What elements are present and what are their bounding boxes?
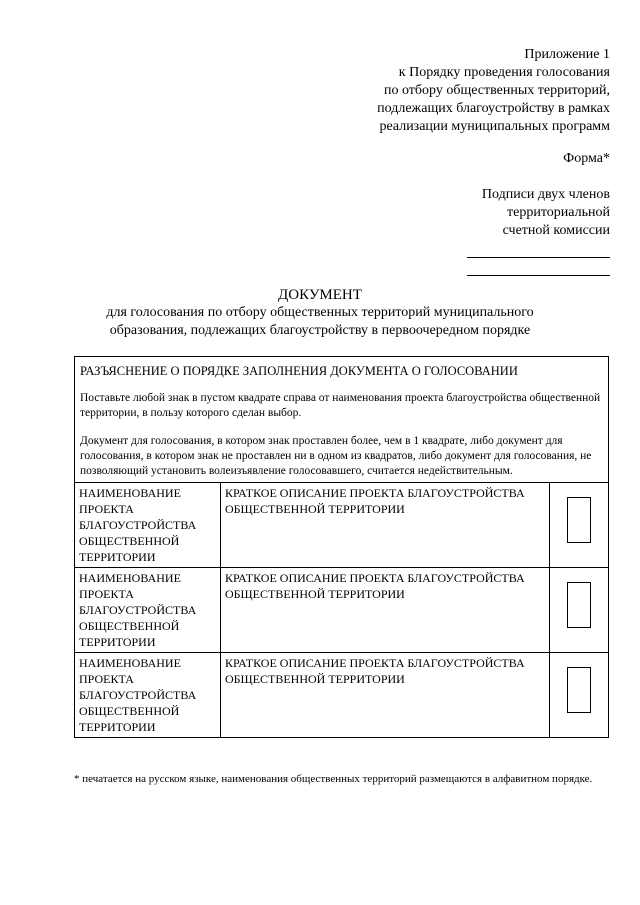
instructions-paragraph: Поставьте любой знак в пустом квадрате справа от наименования проекта благоустройства общественной территории, в пользу которого сделан выбор. [80,392,601,419]
signatures-title-line: Подписи двух членов [481,187,610,202]
appendix-line: Приложение 1 [524,47,610,62]
vote-checkbox[interactable] [567,582,591,628]
ballot-row [75,653,609,738]
signature-line[interactable] [467,240,610,258]
instructions-heading: РАЗЪЯСНЕНИЕ О ПОРЯДКЕ ЗАПОЛНЕНИЯ ДОКУМЕНТА О ГОЛОСОВАНИИ [80,364,518,378]
ballot-row [75,483,609,568]
signature-line[interactable] [467,258,610,276]
appendix-line: реализации муниципальных программ [379,119,610,134]
vote-box-cell [550,568,609,653]
document-subtitle-line: для голосования по отбору общественных территорий муниципального [106,305,534,320]
appendix-line: по отбору общественных территорий, [383,83,610,98]
signatures-title [467,186,610,240]
project-description-cell: КРАТКОЕ ОПИСАНИЕ ПРОЕКТА БЛАГОУСТРОЙСТВА ОБЩЕСТВЕННОЙ ТЕРРИТОРИИ [221,483,550,568]
ballot-row [75,568,609,653]
vote-checkbox[interactable] [567,497,591,543]
project-name-cell: НАИМЕНОВАНИЕ ПРОЕКТА БЛАГОУСТРОЙСТВА ОБЩЕСТВЕННОЙ ТЕРРИТОРИИ [75,568,221,653]
appendix-header [377,46,610,136]
signatures-block [467,186,610,276]
form-label: Форма* [563,151,610,166]
project-name-cell: НАИМЕНОВАНИЕ ПРОЕКТА БЛАГОУСТРОЙСТВА ОБЩЕСТВЕННОЙ ТЕРРИТОРИИ [75,653,221,738]
project-name-cell: НАИМЕНОВАНИЕ ПРОЕКТА БЛАГОУСТРОЙСТВА ОБЩЕСТВЕННОЙ ТЕРРИТОРИИ [75,483,221,568]
vote-box-cell [550,483,609,568]
instructions-cell [75,357,609,483]
signatures-title-line: счетной комиссии [502,223,610,238]
vote-checkbox[interactable] [567,667,591,713]
footnote: * печатается на русском языке, наименования общественных территорий размещаются в алфавитном порядке. [74,773,593,785]
vote-box-cell [550,653,609,738]
project-description-cell: КРАТКОЕ ОПИСАНИЕ ПРОЕКТА БЛАГОУСТРОЙСТВА ОБЩЕСТВЕННОЙ ТЕРРИТОРИИ [221,568,550,653]
signatures-title-line: территориальной [507,205,610,220]
document-subtitle-line: образования, подлежащих благоустройству в первоочередном порядке [109,323,531,338]
project-description-cell: КРАТКОЕ ОПИСАНИЕ ПРОЕКТА БЛАГОУСТРОЙСТВА ОБЩЕСТВЕННОЙ ТЕРРИТОРИИ [221,653,550,738]
ballot-table [74,356,609,738]
appendix-line: к Порядку проведения голосования [398,65,610,80]
instructions-paragraph: Документ для голосования, в котором знак проставлен более, чем в 1 квадрате, либо документ для голосования, в котором знак не проставлен ни в одном из квадратов, либо документ для голосования, не позволяющий установить волеизъявление голосовавшего, считается недействительным. [80,435,592,477]
appendix-line: подлежащих благоустройству в рамках [377,101,610,116]
document-heading: ДОКУМЕНТ [278,287,362,303]
instructions-row [75,357,609,483]
document-title [0,286,640,340]
